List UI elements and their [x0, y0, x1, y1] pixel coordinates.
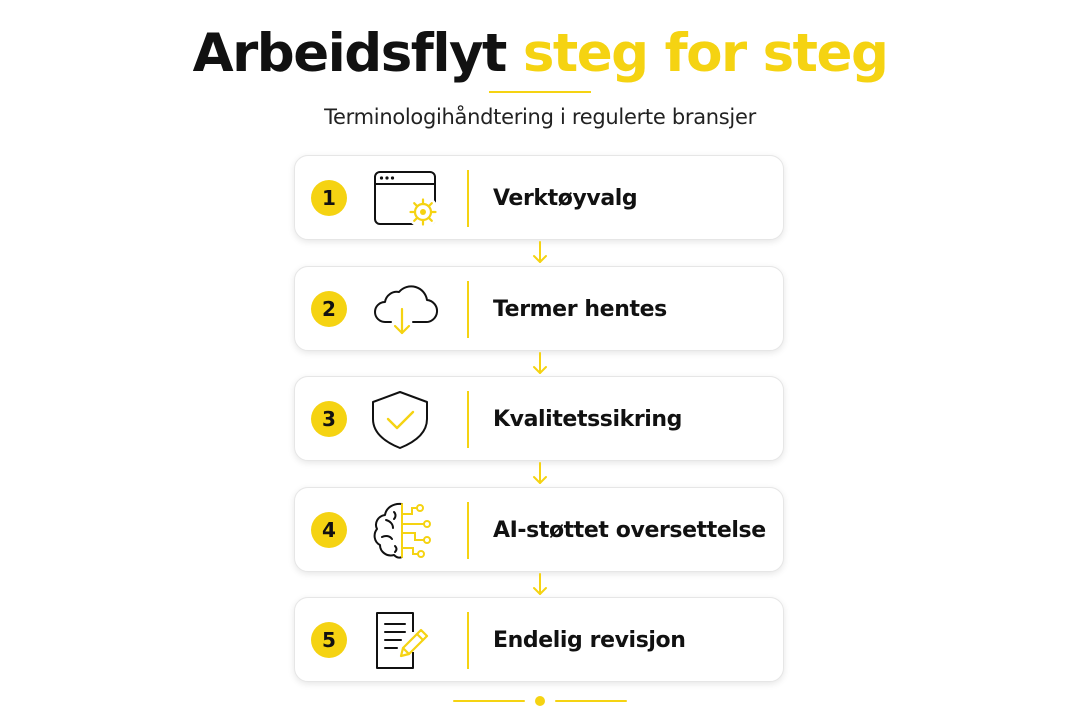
connector-arrow-3: [530, 461, 550, 487]
page-subtitle: Terminologihåndtering i regulerte bransjer: [324, 105, 756, 129]
step-card-4: [294, 487, 784, 572]
footer-divider-ornament: [450, 692, 630, 710]
step-card-5: [294, 597, 784, 682]
title-main: Arbeidsflyt: [192, 23, 506, 84]
connector-arrow-4: [530, 572, 550, 598]
step-card-3: [294, 376, 784, 461]
step-number-badge: 2: [311, 291, 347, 327]
step-number-badge: 4: [311, 512, 347, 548]
step-label: Kvalitetssikring: [493, 407, 683, 432]
connector-arrow-2: [530, 351, 550, 377]
document-edit-icon: [369, 610, 441, 670]
ai-brain-icon: [369, 500, 441, 560]
step-card-1: [294, 155, 784, 240]
step-divider: [467, 170, 469, 227]
step-divider: [467, 612, 469, 669]
step-number-badge: 5: [311, 622, 347, 658]
step-label: AI-støttet oversettelse: [493, 518, 766, 543]
step-number-badge: 1: [311, 180, 347, 216]
title-accent: steg for steg: [522, 23, 888, 84]
shield-check-icon: [369, 389, 441, 449]
browser-gear-icon: [369, 168, 441, 228]
step-divider: [467, 502, 469, 559]
title-underline: [489, 91, 591, 93]
step-label: Endelig revisjon: [493, 628, 686, 653]
step-number-badge: 3: [311, 401, 347, 437]
step-divider: [467, 281, 469, 338]
cloud-download-icon: [369, 279, 441, 339]
connector-arrow-1: [530, 240, 550, 266]
page-title: [0, 18, 1080, 90]
step-card-2: [294, 266, 784, 351]
step-label: Verktøyvalg: [493, 186, 638, 211]
step-label: Termer hentes: [493, 297, 667, 322]
step-divider: [467, 391, 469, 448]
